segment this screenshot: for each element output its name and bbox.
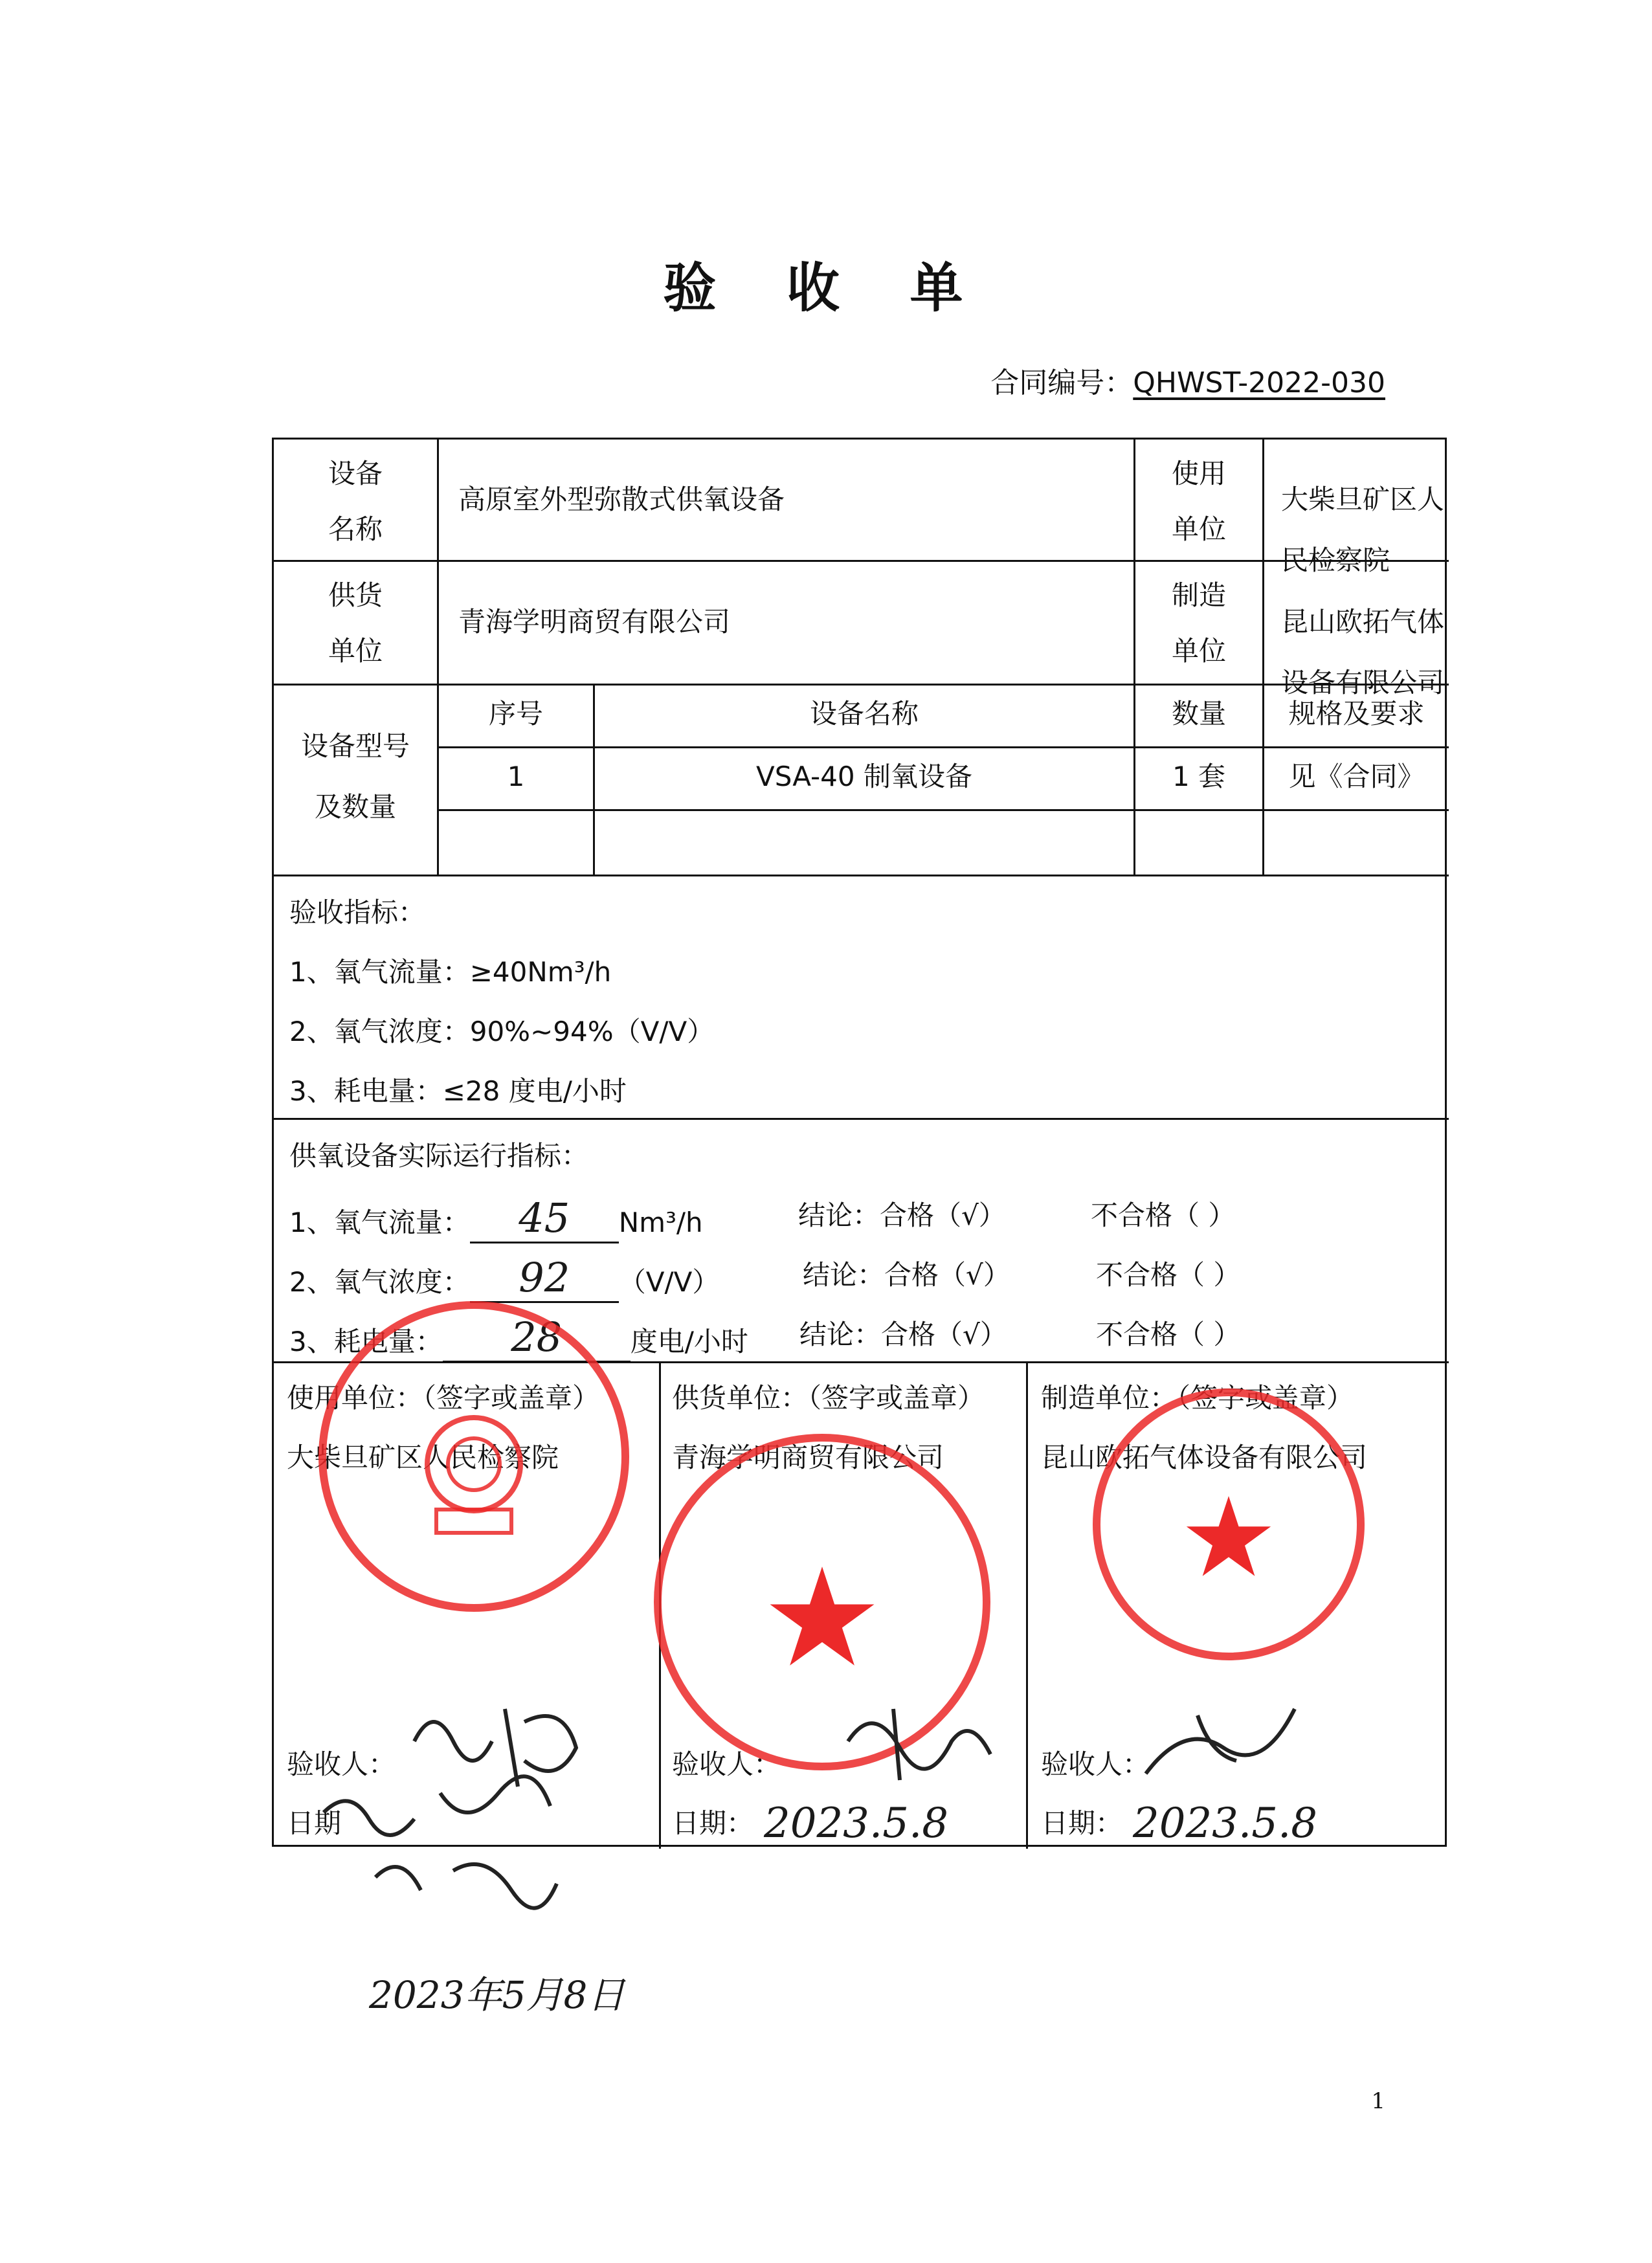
contract-value: QHWST-2022-030 — [1133, 366, 1385, 399]
header-quantity: 数量 — [1171, 698, 1226, 730]
maker-official-seal — [1093, 1388, 1365, 1660]
supplier-signature-scribble — [842, 1683, 1036, 1787]
star-icon: ★ — [761, 1539, 884, 1697]
actual-fail: 不合格（ ） — [1096, 1319, 1241, 1350]
actual-conclusion: 结论：合格（√） — [803, 1259, 1010, 1291]
supplier-date-label: 日期： — [672, 1807, 754, 1839]
header-index: 序号 — [488, 698, 543, 730]
maker-handwritten-date: 2023.5.8 — [1133, 1800, 1317, 1847]
equipment-name-value: 高原室外型弥散式供氧设备 — [458, 484, 785, 515]
actual-row-power: 3、耗电量： 28 度电/小时 — [289, 1313, 748, 1363]
maker-signature-scribble — [1139, 1696, 1308, 1787]
actual-row-concentration: 2、氧气浓度： 92 （V/V） — [289, 1254, 719, 1303]
contract-number — [990, 359, 1385, 401]
actual-row-flow: 1、氧气流量： 45 Nm³/h — [289, 1194, 703, 1243]
maker-acceptor-label: 验收人： — [1041, 1748, 1150, 1780]
criteria-item: 1、氧气流量：≥40Nm³/h — [289, 956, 612, 988]
user-unit-value: 大柴旦矿区人民检察院 — [1281, 484, 1445, 576]
supplier-value: 青海学明商贸有限公司 — [458, 606, 731, 638]
supplier-handwritten-date: 2023.5.8 — [764, 1800, 948, 1847]
maker-value: 昆山欧拓气体设备有限公司 — [1281, 606, 1445, 698]
header-equipment: 设备名称 — [809, 698, 919, 730]
extra-signatures-scribble — [311, 1774, 621, 1981]
user-sign-name: 大柴旦矿区人民检察院 — [287, 1442, 559, 1473]
actual-fail: 不合格（ ） — [1091, 1199, 1236, 1231]
actual-conclusion: 结论：合格（√） — [799, 1319, 1007, 1350]
handwritten-value: 45 — [519, 1194, 570, 1242]
handwritten-value: 92 — [519, 1254, 570, 1301]
contract-label: 合同编号： — [990, 366, 1133, 399]
criteria-item: 2、氧气浓度：90%~94%（V/V） — [289, 1016, 715, 1047]
supplier-sign-heading: 供货单位：（签字或盖章） — [672, 1382, 985, 1414]
maker-date-label: 日期： — [1041, 1807, 1123, 1839]
actual-fail: 不合格（ ） — [1096, 1259, 1241, 1291]
row-equipment: VSA-40 制氧设备 — [756, 761, 972, 792]
user-date-label: 日期 — [287, 1807, 342, 1839]
page-number: 1 — [1371, 2088, 1385, 2114]
page-title: 验 收 单 — [663, 257, 989, 319]
user-acceptor-label: 验收人： — [287, 1748, 396, 1780]
actual-conclusion: 结论：合格（√） — [798, 1199, 1006, 1231]
user-unit-label: 使用 单位 — [1171, 458, 1226, 545]
maker-sign-heading: 制造单位：（签字或盖章） — [1041, 1382, 1354, 1414]
user-handwritten-date: 2023年5月8日 — [369, 1973, 625, 2017]
row-spec: 见《合同》 — [1288, 761, 1425, 792]
model-row-label: 设备型号 及数量 — [300, 730, 410, 823]
row-quantity: 1 套 — [1172, 761, 1226, 792]
maker-sign-name: 昆山欧拓气体设备有限公司 — [1041, 1442, 1368, 1473]
actual-heading: 供氧设备实际运行指标： — [289, 1140, 589, 1172]
handwritten-value: 28 — [511, 1313, 563, 1361]
supplier-label: 供货 单位 — [328, 579, 383, 667]
supplier-sign-name: 青海学明商贸有限公司 — [672, 1442, 944, 1473]
star-icon: ★ — [1179, 1474, 1278, 1602]
header-spec: 规格及要求 — [1288, 698, 1425, 730]
equipment-name-label: 设备 名称 — [328, 458, 383, 545]
criteria-item: 3、耗电量：≤28 度电/小时 — [289, 1075, 627, 1107]
maker-label: 制造 单位 — [1171, 579, 1226, 667]
row-index: 1 — [507, 761, 525, 792]
user-sign-heading: 使用单位：（签字或盖章） — [287, 1382, 600, 1414]
user-official-seal — [318, 1301, 629, 1612]
supplier-acceptor-label: 验收人： — [672, 1748, 781, 1780]
criteria-heading: 验收指标： — [289, 897, 426, 928]
